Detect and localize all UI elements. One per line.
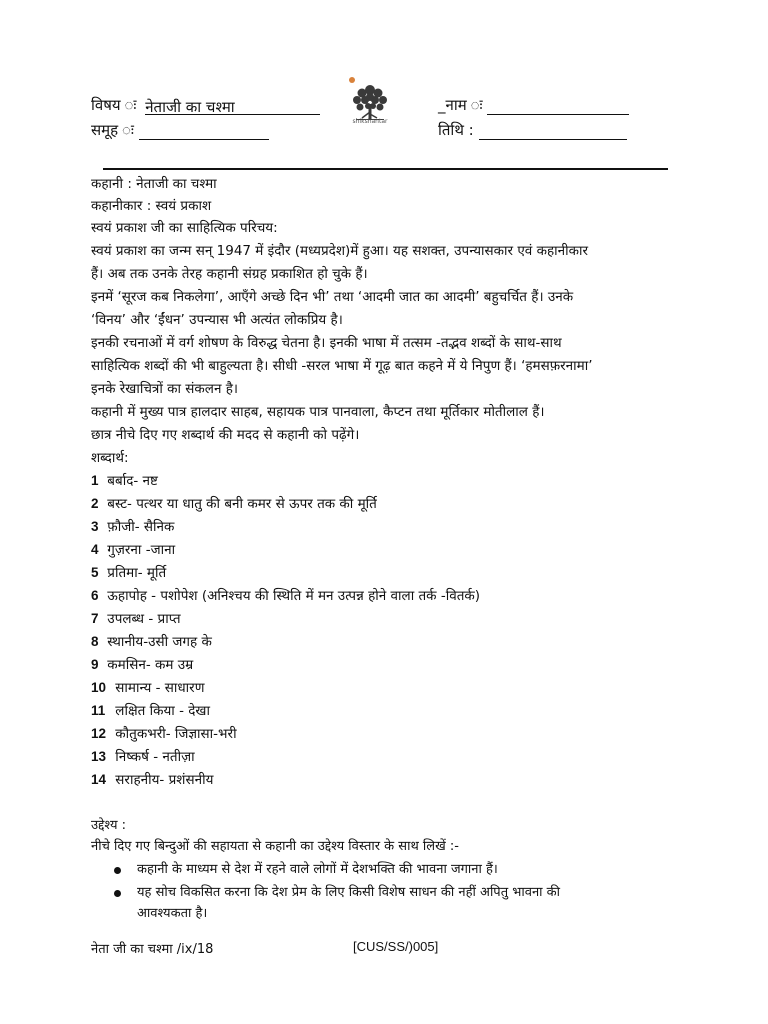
item-number: 14 [91, 772, 107, 787]
item-text: लक्षित किया - देखा [115, 703, 210, 719]
group-label: समूह ः [91, 121, 134, 139]
glossary-item [91, 678, 204, 698]
paragraph-line: स्वयं प्रकाश का जन्म सन् 1947 में इंदौर (मध्यप्रदेश)में हुआ। यह सशक्त, उपन्यासकार एवं कहानीकार [91, 243, 588, 259]
paragraph-line: कहानी में मुख्य पात्र हालदार साहब, सहायक पात्र पानवाला, कैप्टन तथा मूर्तिकार मोतीलाल हैं। [91, 404, 545, 420]
paragraph-line: छात्र नीचे दिए गए शब्दार्थ की मदद से कहानी को पढ़ेंगे। [91, 427, 360, 443]
item-number: 5 [91, 565, 99, 580]
logo-text: shikshantar [352, 118, 388, 125]
group-field [139, 123, 269, 140]
objective-heading: उद्देश्य : [91, 818, 126, 833]
name-field [487, 98, 629, 115]
item-number: 10 [91, 680, 107, 695]
glossary-heading: शब्दार्थ: [91, 450, 129, 466]
item-text: सामान्य - साधारण [115, 680, 205, 696]
shikshantar-logo [342, 74, 398, 130]
item-number: 2 [91, 496, 99, 511]
date-row [438, 120, 627, 140]
glossary-item [91, 632, 212, 652]
story-title: कहानी : नेताजी का चश्मा [91, 176, 217, 192]
glossary-item [91, 563, 166, 583]
header-divider [103, 168, 668, 170]
glossary-item [91, 655, 193, 675]
item-text: सराहनीय- प्रशंसनीय [115, 772, 214, 788]
item-text: उपलब्ध - प्राप्त [107, 611, 181, 627]
glossary-item [91, 747, 195, 767]
intro-heading: स्वयं प्रकाश जी का साहित्यिक परिचय: [91, 220, 278, 236]
glossary-item [91, 517, 174, 537]
paragraph-line: ‘विनय’ और ‘ईंधन’ उपन्यास भी अत्यंत लोकप्रिय है। [91, 312, 343, 328]
item-text: कौतुकभरी- जिज्ञासा-भरी [115, 726, 237, 742]
author-line: कहानीकार : स्वयं प्रकाश [91, 198, 212, 214]
subject-row [91, 95, 320, 115]
subject-field [145, 98, 320, 115]
name-row [438, 95, 629, 115]
group-row [91, 120, 269, 140]
paragraph-line: इनकी रचनाओं में वर्ग शोषण के विरुद्ध चेतना है। इनकी भाषा में तत्सम -तद्भव शब्दों के साथ-साथ [91, 335, 562, 351]
date-field [479, 123, 627, 140]
item-text: बर्बाद- नष्ट [107, 473, 158, 489]
item-text: कमसिन- कम उम्र [107, 657, 194, 673]
footer-code: [CUS/SS/)005] [353, 939, 439, 954]
bullet-continuation: आवश्यकता है। [137, 906, 208, 921]
glossary-item [91, 770, 213, 790]
item-number: 3 [91, 519, 99, 534]
date-label: तिथि : [438, 121, 474, 139]
paragraph-line: साहित्यिक शब्दों की भी बाहुल्यता है। सीधी -सरल भाषा में गूढ़ बात कहने में ये निपुण हैं। ‘हमसफ़रनामा’ [91, 358, 593, 374]
name-label: _नाम ः [438, 96, 483, 114]
item-text: स्थानीय-उसी जगह के [107, 634, 212, 650]
paragraph-line: इनमें ‘सूरज कब निकलेगा’, आएँगे अच्छे दिन भी’ तथा ‘आदमी जात का आदमी’ बहुचर्चित हैं। उनके [91, 289, 574, 305]
paragraph-line: हैं। अब तक उनके तेरह कहानी संग्रह प्रकाशित हो चुके हैं। [91, 266, 368, 282]
bullet-text: कहानी के माध्यम से देश में रहने वाले लोगों में देशभक्ति की भावना जगाना हैं। [137, 862, 498, 877]
glossary-item [91, 609, 181, 629]
glossary-item [91, 586, 480, 606]
glossary-item [91, 494, 377, 514]
item-number: 12 [91, 726, 107, 741]
objective-bullet [137, 883, 560, 903]
objective-instruction: नीचे दिए गए बिन्दुओं की सहायता से कहानी का उद्देश्य विस्तार के साथ लिखें :- [91, 839, 459, 854]
item-number: 11 [91, 703, 106, 718]
item-text: ऊहापोह - पशोपेश (अनिश्चय की स्थिति में मन उत्पन्न होने वाला तर्क -वितर्क) [107, 588, 481, 604]
item-text: फ़ौजी- सैनिक [107, 519, 175, 535]
objective-bullet [137, 860, 498, 880]
subject-label: विषय ः [91, 96, 137, 114]
item-number: 4 [91, 542, 99, 557]
item-number: 8 [91, 634, 99, 649]
paragraph-line: इनके रेखाचित्रों का संकलन है। [91, 381, 239, 397]
glossary-item [91, 540, 175, 560]
item-number: 9 [91, 657, 99, 672]
item-text: प्रतिमा- मूर्ति [107, 565, 167, 581]
subject-value: नेताजी का चश्मा [145, 98, 235, 116]
item-number: 7 [91, 611, 99, 626]
item-text: बस्ट- पत्थर या धातु की बनी कमर से ऊपर तक की मूर्ति [107, 496, 377, 512]
bullet-icon [114, 890, 121, 897]
bullet-icon [114, 867, 121, 874]
item-number: 1 [91, 473, 99, 488]
glossary-item [91, 724, 237, 744]
glossary-item [91, 701, 210, 721]
bullet-text: यह सोच विकसित करना कि देश प्रेम के लिए किसी विशेष साधन की नहीं अपितु भावना की [137, 885, 561, 900]
item-text: गुज़रना -जाना [107, 542, 176, 558]
glossary-item [91, 471, 158, 491]
footer-title: नेता जी का चश्मा /ix/18 [91, 942, 214, 957]
item-number: 6 [91, 588, 99, 603]
item-text: निष्कर्ष - नतीज़ा [115, 749, 195, 765]
item-number: 13 [91, 749, 107, 764]
